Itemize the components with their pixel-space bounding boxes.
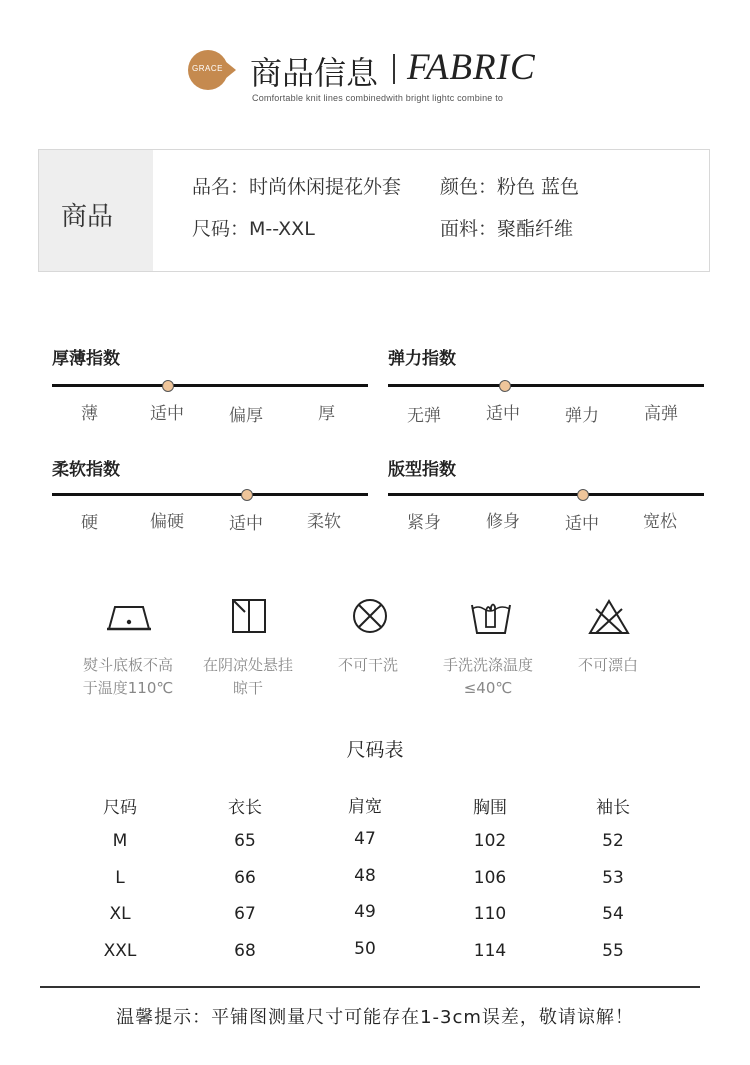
fit-label: 宽松 bbox=[643, 512, 677, 532]
size-table-cell: 110 bbox=[473, 904, 507, 924]
fit-label: 修身 bbox=[486, 512, 520, 532]
brand-badge-text: GRACE bbox=[192, 64, 223, 73]
size-table-cell: 68 bbox=[234, 941, 256, 961]
size-table-cell: L bbox=[115, 868, 125, 888]
care-instruction-washing bbox=[428, 654, 548, 700]
softness-label: 适中 bbox=[229, 514, 263, 534]
thickness-scale-line bbox=[52, 384, 368, 387]
size-table-cell: 114 bbox=[473, 941, 507, 961]
elasticity-label: 无弹 bbox=[407, 406, 441, 426]
size-table-cell: 52 bbox=[602, 831, 624, 851]
softness-index-title: 柔软指数 bbox=[52, 460, 120, 480]
size-table-cell: 50 bbox=[354, 939, 376, 959]
thickness-scale-marker bbox=[162, 380, 174, 392]
care-instruction-drying bbox=[188, 654, 308, 700]
thickness-label: 薄 bbox=[81, 404, 98, 424]
care-instruction-ironing bbox=[68, 654, 188, 700]
thickness-label: 偏厚 bbox=[229, 406, 263, 426]
size-table-cell: 55 bbox=[602, 941, 624, 961]
product-color: 颜色：粉色 蓝色 bbox=[440, 176, 580, 198]
size-table-cell: 67 bbox=[234, 904, 256, 924]
softness-label: 柔软 bbox=[307, 512, 341, 532]
care-text-line: 不可漂白 bbox=[577, 656, 638, 674]
size-table-header: 肩宽 bbox=[348, 797, 382, 817]
thickness-label: 厚 bbox=[318, 404, 335, 424]
elasticity-scale-marker bbox=[499, 380, 511, 392]
no-bleach-icon bbox=[584, 597, 634, 637]
thickness-index-title: 厚薄指数 bbox=[52, 349, 120, 369]
size-table-cell: 66 bbox=[234, 868, 256, 888]
softness-scale-marker bbox=[241, 489, 253, 501]
size-table-cell: 49 bbox=[354, 902, 376, 922]
product-info-label-cell bbox=[39, 150, 153, 271]
size-table-cell: 65 bbox=[234, 831, 256, 851]
size-table-header: 衣长 bbox=[228, 798, 262, 818]
measurement-tip: 温馨提示：平铺图测量尺寸可能存在1-3cm误差，敬请谅解！ bbox=[116, 1007, 634, 1028]
size-table-title: 尺码表 bbox=[346, 739, 404, 761]
softness-scale-line bbox=[52, 493, 368, 496]
size-table-cell: XL bbox=[109, 904, 131, 924]
elasticity-index-title: 弹力指数 bbox=[388, 349, 456, 369]
product-info-label: 商品 bbox=[61, 202, 114, 232]
care-text-line: 于温度110℃ bbox=[82, 679, 174, 697]
product-info-box bbox=[38, 149, 710, 272]
thickness-label: 适中 bbox=[150, 404, 184, 424]
section-title-en: FABRIC bbox=[407, 47, 536, 88]
section-title-cn: 商品信息 bbox=[250, 54, 379, 92]
size-table-cell: 54 bbox=[602, 904, 624, 924]
fit-label: 紧身 bbox=[407, 513, 441, 533]
size-table-cell: 102 bbox=[473, 831, 507, 851]
care-text-line: ≤40℃ bbox=[463, 679, 513, 697]
no-dry-clean-icon bbox=[345, 597, 395, 637]
elasticity-label: 弹力 bbox=[565, 406, 599, 426]
page-header bbox=[0, 0, 750, 120]
size-table-header: 袖长 bbox=[596, 798, 630, 818]
fit-scale-line bbox=[388, 493, 704, 496]
care-text-line: 在阴凉处悬挂 bbox=[202, 656, 293, 674]
care-text-line: 手洗洗涤温度 bbox=[442, 656, 533, 674]
fit-scale-marker bbox=[577, 489, 589, 501]
product-name: 品名：时尚休闲提花外套 bbox=[192, 176, 402, 198]
care-text-line: 不可干洗 bbox=[337, 656, 398, 674]
iron-icon bbox=[103, 597, 153, 637]
care-instruction-bleach bbox=[548, 654, 668, 677]
size-table-cell: 53 bbox=[602, 868, 624, 888]
care-instruction-dry-clean bbox=[308, 654, 428, 677]
size-table-cell: XXL bbox=[103, 941, 137, 961]
product-size-range: 尺码：M--XXL bbox=[192, 218, 315, 240]
footer-divider bbox=[40, 986, 700, 988]
section-subtitle: Comfortable knit lines combinedwith bright lightc combine to bbox=[252, 93, 504, 103]
title-divider bbox=[393, 54, 395, 84]
size-table-cell: 106 bbox=[473, 868, 507, 888]
size-table-header: 胸围 bbox=[473, 798, 507, 818]
care-text-line: 熨斗底板不高 bbox=[82, 656, 173, 674]
product-fabric: 面料：聚酯纤维 bbox=[440, 218, 574, 240]
size-table-cell: 47 bbox=[354, 829, 376, 849]
size-table-cell: M bbox=[112, 831, 128, 851]
elasticity-scale-line bbox=[388, 384, 704, 387]
line-dry-shade-icon bbox=[224, 597, 274, 637]
hand-wash-icon bbox=[466, 597, 516, 637]
elasticity-label: 适中 bbox=[486, 404, 520, 424]
softness-label: 偏硬 bbox=[150, 512, 184, 532]
size-table-cell: 48 bbox=[354, 866, 376, 886]
elasticity-label: 高弹 bbox=[644, 404, 678, 424]
fit-index-title: 版型指数 bbox=[388, 460, 456, 480]
fit-label: 适中 bbox=[565, 514, 599, 534]
size-table-header: 尺码 bbox=[103, 798, 137, 818]
care-text-line: 晾干 bbox=[232, 679, 263, 697]
softness-label: 硬 bbox=[81, 513, 98, 533]
